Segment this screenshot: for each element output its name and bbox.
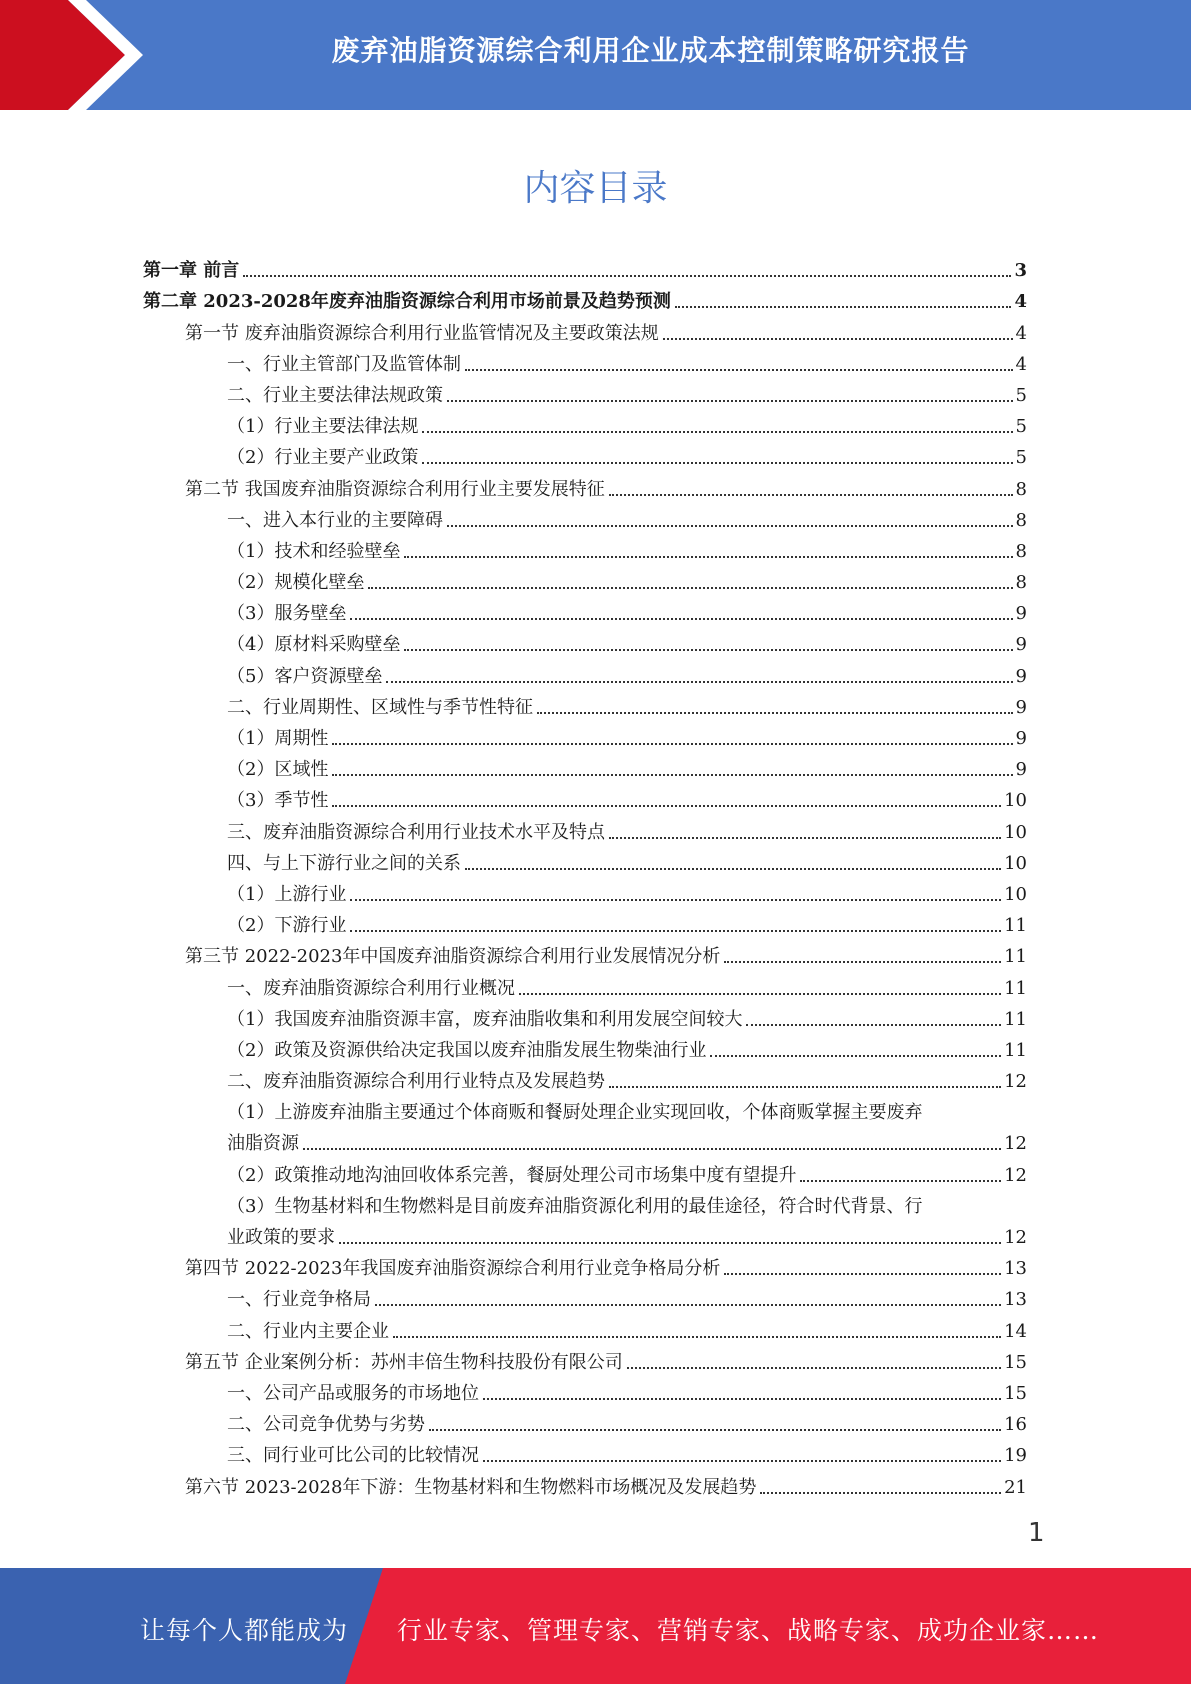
toc-entry-title: 二、废弃油脂资源综合利用行业特点及发展趋势 — [227, 1071, 605, 1093]
page-header — [0, 0, 1191, 110]
toc-entry-title: （2）区域性 — [227, 759, 329, 781]
toc-entry-page: 5 — [1015, 416, 1027, 438]
toc-entry[interactable] — [143, 750, 1027, 781]
toc-entry-page: 15 — [1004, 1382, 1027, 1404]
toc-entry-page: 21 — [1004, 1476, 1027, 1498]
toc-entry-title: （2）下游行业 — [227, 915, 347, 937]
dot-leader — [609, 494, 1013, 496]
toc-entry-title: 第一章 前言 — [143, 260, 240, 282]
toc-entry[interactable] — [143, 906, 1027, 937]
dot-leader — [422, 462, 1012, 464]
toc-entry[interactable] — [143, 563, 1027, 594]
toc-entry-page: 11 — [1004, 915, 1027, 937]
toc-entry-title: 二、行业主要法律法规政策 — [227, 384, 443, 406]
toc-entry-page: 11 — [1004, 1008, 1027, 1030]
toc-entry[interactable] — [143, 469, 1027, 500]
page-number: 1 — [1028, 1518, 1045, 1548]
toc-entry-page: 8 — [1015, 540, 1027, 562]
dot-leader — [465, 868, 1001, 870]
toc-entry-title: 第三节 2022-2023年中国废弃油脂资源综合利用行业发展情况分析 — [185, 946, 721, 968]
toc-entry-page: 5 — [1015, 447, 1027, 469]
toc-entry-title: （2）政策推动地沟油回收体系完善，餐厨处理公司市场集中度有望提升 — [227, 1164, 797, 1186]
dot-leader — [404, 556, 1012, 558]
toc-entry-page: 12 — [1004, 1227, 1027, 1248]
dot-leader — [243, 275, 1011, 277]
dot-leader — [422, 431, 1012, 433]
toc-entry-title: 第二节 我国废弃油脂资源综合利用行业主要发展特征 — [185, 478, 605, 500]
toc-entry-page: 13 — [1004, 1289, 1027, 1311]
toc-entry[interactable] — [143, 1124, 1027, 1155]
toc-entry-title: 第一节 废弃油脂资源综合利用行业监管情况及主要政策法规 — [185, 322, 659, 344]
toc-entry-title: 二、公司竞争优势与劣势 — [227, 1414, 425, 1436]
toc-entry-title: （1）我国废弃油脂资源丰富，废弃油脂收集和利用发展空间较大 — [227, 1008, 743, 1030]
dot-leader — [760, 1492, 1001, 1494]
toc-entry-title: （1）周期性 — [227, 728, 329, 749]
toc-entry-page: 10 — [1004, 852, 1027, 874]
toc-entry-page: 9 — [1015, 665, 1027, 687]
toc-entry-title: （5）客户资源壁垒 — [227, 665, 383, 687]
dot-leader — [339, 1242, 1001, 1244]
dot-leader — [746, 1024, 1001, 1026]
dot-leader — [386, 681, 1012, 683]
dot-leader — [609, 1086, 1001, 1088]
toc-entry-title: （2）行业主要产业政策 — [227, 447, 419, 469]
toc-entry[interactable] — [143, 688, 1027, 719]
toc-entry-title: （2）规模化壁垒 — [227, 572, 365, 594]
toc-entry[interactable] — [143, 345, 1027, 376]
toc-entry-title: （1）上游行业 — [227, 883, 347, 905]
toc-entry[interactable] — [143, 376, 1027, 407]
report-title: 废弃油脂资源综合利用企业成本控制策略研究报告 — [331, 34, 970, 67]
toc-entry-title: 四、与上下游行业之间的关系 — [227, 852, 461, 874]
toc-entry-title: 第六节 2023-2028年下游：生物基材料和生物燃料市场概况及发展趋势 — [185, 1476, 757, 1498]
toc-entry-title: 油脂资源 — [227, 1133, 299, 1155]
toc-entry[interactable] — [143, 1280, 1027, 1311]
dot-leader — [724, 961, 1001, 963]
toc-entry-title: （2）政策及资源供给决定我国以废弃油脂发展生物柴油行业 — [227, 1039, 707, 1061]
toc-entry-page: 9 — [1015, 728, 1027, 749]
dot-leader — [350, 930, 1001, 932]
toc-entry[interactable] — [143, 1031, 1027, 1062]
toc-entry[interactable] — [143, 1062, 1027, 1093]
toc-entry[interactable] — [143, 1155, 1027, 1186]
toc-entry-title: 第二章 2023-2028年废弃油脂资源综合利用市场前景及趋势预测 — [143, 291, 671, 313]
toc-entry-page: 10 — [1004, 883, 1027, 905]
toc-entry[interactable] — [143, 625, 1027, 656]
toc-entry-title: （4）原材料采购壁垒 — [227, 634, 401, 656]
dot-leader — [350, 899, 1001, 901]
toc-entry-page: 5 — [1015, 384, 1027, 406]
dot-leader — [627, 1367, 1001, 1369]
toc-entry[interactable] — [143, 937, 1027, 968]
toc-entry-page: 11 — [1004, 946, 1027, 968]
toc-entry[interactable] — [143, 282, 1027, 313]
toc-entry-page: 10 — [1004, 790, 1027, 812]
dot-leader — [609, 837, 1001, 839]
toc-entry-title: 一、公司产品或服务的市场地位 — [227, 1382, 479, 1404]
dot-leader — [724, 1273, 1001, 1275]
toc-entry[interactable] — [143, 407, 1027, 438]
toc-entry-wrapped-line[interactable]: （3）生物基材料和生物燃料是目前废弃油脂资源化利用的最佳途径，符合时代背景、行 — [227, 1195, 923, 1217]
dot-leader — [350, 618, 1012, 620]
toc-entry-page: 8 — [1015, 509, 1027, 531]
dot-leader — [303, 1148, 1001, 1150]
toc-entry-page: 9 — [1015, 696, 1027, 718]
toc-entry[interactable] — [143, 1249, 1027, 1280]
toc-entry-title: 三、废弃油脂资源综合利用行业技术水平及特点 — [227, 821, 605, 843]
toc-entry-page: 10 — [1004, 821, 1027, 843]
dot-leader — [800, 1180, 1001, 1182]
toc-entry-page: 12 — [1004, 1071, 1027, 1093]
toc-entry-page: 11 — [1004, 977, 1027, 999]
toc-entry-title: （1）技术和经验壁垒 — [227, 540, 401, 562]
toc-entry-title: （1）行业主要法律法规 — [227, 416, 419, 438]
dot-leader — [447, 400, 1013, 402]
toc-entry-page: 8 — [1015, 478, 1027, 500]
toc-entry[interactable] — [143, 968, 1027, 999]
toc-heading: 内容目录 — [523, 168, 668, 209]
dot-leader — [537, 712, 1013, 714]
dot-leader — [404, 649, 1012, 651]
toc-entry-page: 13 — [1004, 1258, 1027, 1280]
toc-entry[interactable] — [143, 313, 1027, 344]
toc-entry-page: 19 — [1004, 1445, 1027, 1467]
toc-entry-page: 14 — [1004, 1320, 1027, 1342]
toc-entry[interactable] — [143, 532, 1027, 563]
dot-leader — [710, 1055, 1001, 1057]
toc-entry[interactable] — [143, 1436, 1027, 1467]
toc-entry[interactable] — [143, 1311, 1027, 1342]
toc-entry-title: 一、行业竞争格局 — [227, 1289, 371, 1311]
toc-entry[interactable] — [143, 656, 1027, 687]
toc-entry-page: 4 — [1015, 322, 1027, 344]
toc-entry-wrapped-line[interactable]: （1）上游废弃油脂主要通过个体商贩和餐厨处理企业实现回收，个体商贩掌握主要废弃 — [227, 1102, 923, 1124]
toc-entry-title: （3）服务壁垒 — [227, 603, 347, 625]
toc-entry-title: 第五节 企业案例分析：苏州丰倍生物科技股份有限公司 — [185, 1351, 623, 1373]
dot-leader — [332, 743, 1012, 745]
dot-leader — [429, 1429, 1001, 1431]
toc-entry[interactable] — [143, 812, 1027, 843]
toc-entry-title: 一、废弃油脂资源综合利用行业概况 — [227, 977, 515, 999]
toc-entry-title: （3）季节性 — [227, 790, 329, 812]
dot-leader — [368, 587, 1012, 589]
dot-leader — [483, 1398, 1001, 1400]
toc-entry-page: 9 — [1015, 759, 1027, 781]
dot-leader — [375, 1304, 1001, 1306]
dot-leader — [332, 774, 1012, 776]
toc-entry-page: 8 — [1015, 572, 1027, 594]
toc-entry[interactable] — [143, 719, 1027, 750]
toc-entry-page: 9 — [1015, 603, 1027, 625]
toc-entry[interactable] — [143, 1343, 1027, 1374]
toc-entry[interactable] — [143, 1000, 1027, 1031]
toc-entry-title: 业政策的要求 — [227, 1227, 335, 1248]
toc-entry-page: 16 — [1004, 1414, 1027, 1436]
toc-entry-page: 11 — [1004, 1039, 1027, 1061]
toc-entry-title: 一、进入本行业的主要障碍 — [227, 509, 443, 531]
toc-entry-title: 二、行业内主要企业 — [227, 1320, 389, 1342]
toc-entry-page: 3 — [1014, 260, 1027, 282]
toc-entry[interactable] — [143, 1467, 1027, 1498]
toc-entry[interactable] — [143, 1218, 1027, 1249]
footer-slogan-right: 行业专家、管理专家、营销专家、战略专家、成功企业家…… — [397, 1616, 1100, 1645]
toc-entry[interactable] — [143, 1405, 1027, 1436]
footer-slogan-left: 让每个人都能成为 — [140, 1616, 349, 1645]
toc-entry-page: 4 — [1014, 291, 1027, 313]
dot-leader — [483, 1460, 1001, 1462]
table-of-contents — [143, 251, 1027, 1499]
dot-leader — [393, 1336, 1001, 1338]
toc-entry-page: 12 — [1004, 1164, 1027, 1186]
toc-entry[interactable] — [143, 1374, 1027, 1405]
toc-entry[interactable] — [143, 501, 1027, 532]
toc-entry-page: 4 — [1015, 353, 1027, 375]
dot-leader — [663, 338, 1013, 340]
toc-entry-page: 15 — [1004, 1351, 1027, 1373]
dot-leader — [447, 525, 1013, 527]
toc-entry[interactable] — [143, 438, 1027, 469]
toc-entry[interactable] — [143, 251, 1027, 282]
toc-entry-title: 三、同行业可比公司的比较情况 — [227, 1445, 479, 1467]
dot-leader — [465, 369, 1013, 371]
toc-entry-title: 二、行业周期性、区域性与季节性特征 — [227, 696, 533, 718]
dot-leader — [332, 805, 1001, 807]
toc-entry[interactable] — [143, 781, 1027, 812]
dot-leader — [675, 306, 1012, 308]
toc-entry-title: 一、行业主管部门及监管体制 — [227, 353, 461, 375]
toc-entry[interactable] — [143, 875, 1027, 906]
toc-entry-page: 9 — [1015, 634, 1027, 656]
toc-entry-title: 第四节 2022-2023年我国废弃油脂资源综合利用行业竞争格局分析 — [185, 1258, 721, 1280]
dot-leader — [519, 993, 1001, 995]
toc-entry-page: 12 — [1004, 1133, 1027, 1155]
toc-entry[interactable] — [143, 844, 1027, 875]
toc-entry[interactable] — [143, 594, 1027, 625]
